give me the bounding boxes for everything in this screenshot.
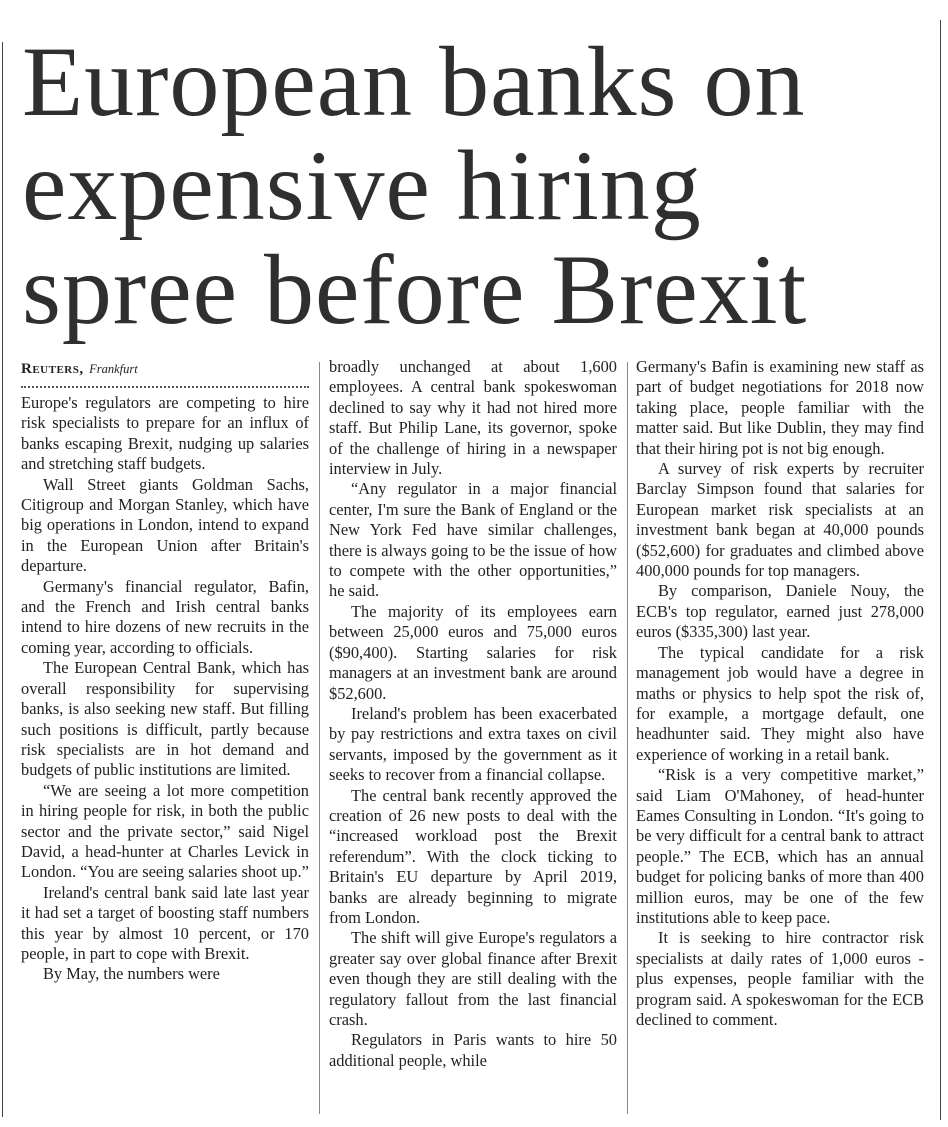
paragraph: Europe's regulators are competing to hire risk specialists to prepare for an influx of banks escaping Brexit, nudging up salaries and stretching staff budgets. xyxy=(21,393,309,474)
paragraph: Wall Street giants Goldman Sachs, Citigroup and Morgan Stanley, which have big operations in London, intend to expand in the European Union after Britain's departure. xyxy=(21,474,309,576)
page-edge-rule-left xyxy=(2,42,3,1117)
paragraph: The European Central Bank, which has overall responsibility for supervising banks, is also seeking new staff. But filling such positions is difficult, partly because risk specialists are in hot demand and budgets of public institutions are limited. xyxy=(21,658,309,780)
paragraph: broadly unchanged at about 1,600 employees. A central bank spokeswoman declined to say why it had not hired more staff. But Philip Lane, its governor, spoke of the challenge of hiring in a newspaper interview in July. xyxy=(329,357,617,479)
paragraph: Ireland's central bank said late last year it had set a target of boosting staff numbers this year by almost 10 percent, or 170 people, in part to cope with Brexit. xyxy=(21,882,309,963)
paragraph: Ireland's problem has been exacerbated by pay restrictions and extra taxes on civil servants, imposed by the government as it seeks to recover from a financial collapse. xyxy=(329,703,617,785)
paragraph: It is seeking to hire contractor risk specialists at daily rates of 1,000 euros - plus expenses, people familiar with the program said. A spokeswoman for the ECB declined to comment. xyxy=(636,928,924,1029)
paragraph: The central bank recently approved the creation of 26 new posts to deal with the “increased workload post the Brexit referendum”. With the clock ticking to Britain's EU departure by April 2019, banks are already beginning to migrate from London. xyxy=(329,785,617,927)
paragraph: The typical candidate for a risk management job would have a degree in maths or physics to help spot the risk of, for example, a mortgage default, one headhunter said. They might also have experience of working in a retail bank. xyxy=(636,642,924,764)
column-divider xyxy=(319,362,320,1114)
article-column-3 xyxy=(636,357,924,1030)
paragraph: Germany's financial regulator, Bafin, and the French and Irish central banks intend to hire dozens of new recruits in the coming year, according to officials. xyxy=(21,576,309,657)
paragraph: By comparison, Daniele Nouy, the ECB's top regulator, earned just 278,000 euros ($335,300) last year. xyxy=(636,581,924,642)
paragraph: Regulators in Paris wants to hire 50 additional people, while xyxy=(329,1030,617,1070)
paragraph: “Risk is a very competitive market,” said Liam O'Mahoney, of head-hunter Eames Consulting in London. “It's going to be very difficult for a central bank to attract people.” The ECB, which has an annual budget for policing banks of more than 400 million euros, may be one of the few institutions able to keep pace. xyxy=(636,765,924,927)
paragraph: By May, the numbers were xyxy=(43,964,220,984)
article-column-1 xyxy=(21,357,309,985)
byline-place: Frankfurt xyxy=(89,362,138,376)
article-column-2 xyxy=(329,357,617,1071)
paragraph: A survey of risk experts by recruiter Barclay Simpson found that salaries for European market risk specialists at an investment bank began at 40,000 pounds ($52,600) for graduates and climbed above 400,000 pounds for top managers. xyxy=(636,459,924,581)
paragraph: The majority of its employees earn between 25,000 euros and 75,000 euros ($90,400). Starting salaries for risk managers at an investment bank are around $52,600. xyxy=(329,601,617,703)
column-divider xyxy=(627,362,628,1114)
byline xyxy=(21,360,309,388)
paragraph: Germany's Bafin is examining new staff as part of budget negotiations for 2018 now taking place, people familiar with the matter said. But like Dublin, they may find that their hiring pot is not big enough. xyxy=(636,357,924,458)
paragraph: “We are seeing a lot more competition in hiring people for risk, in both the public sector and the private sector,” said Nigel David, a head-hunter at Charles Levick in London. “You are seeing salaries shoot up.” xyxy=(21,780,309,882)
byline-agency: Reuters, xyxy=(21,361,84,377)
paragraph: “Any regulator in a major financial center, I'm sure the Bank of England or the New York Fed have similar challenges, there is always going to be the issue of how to compete with the other opportunities,” he said. xyxy=(329,479,617,601)
article-headline: European banks on expensive hiring spree before Brexit xyxy=(22,26,808,345)
paragraph: The shift will give Europe's regulators a greater say over global finance after Brexit even though they are still dealing with the regulatory fallout from the last financial crash. xyxy=(329,928,617,1029)
page-edge-rule-right xyxy=(940,20,941,1120)
